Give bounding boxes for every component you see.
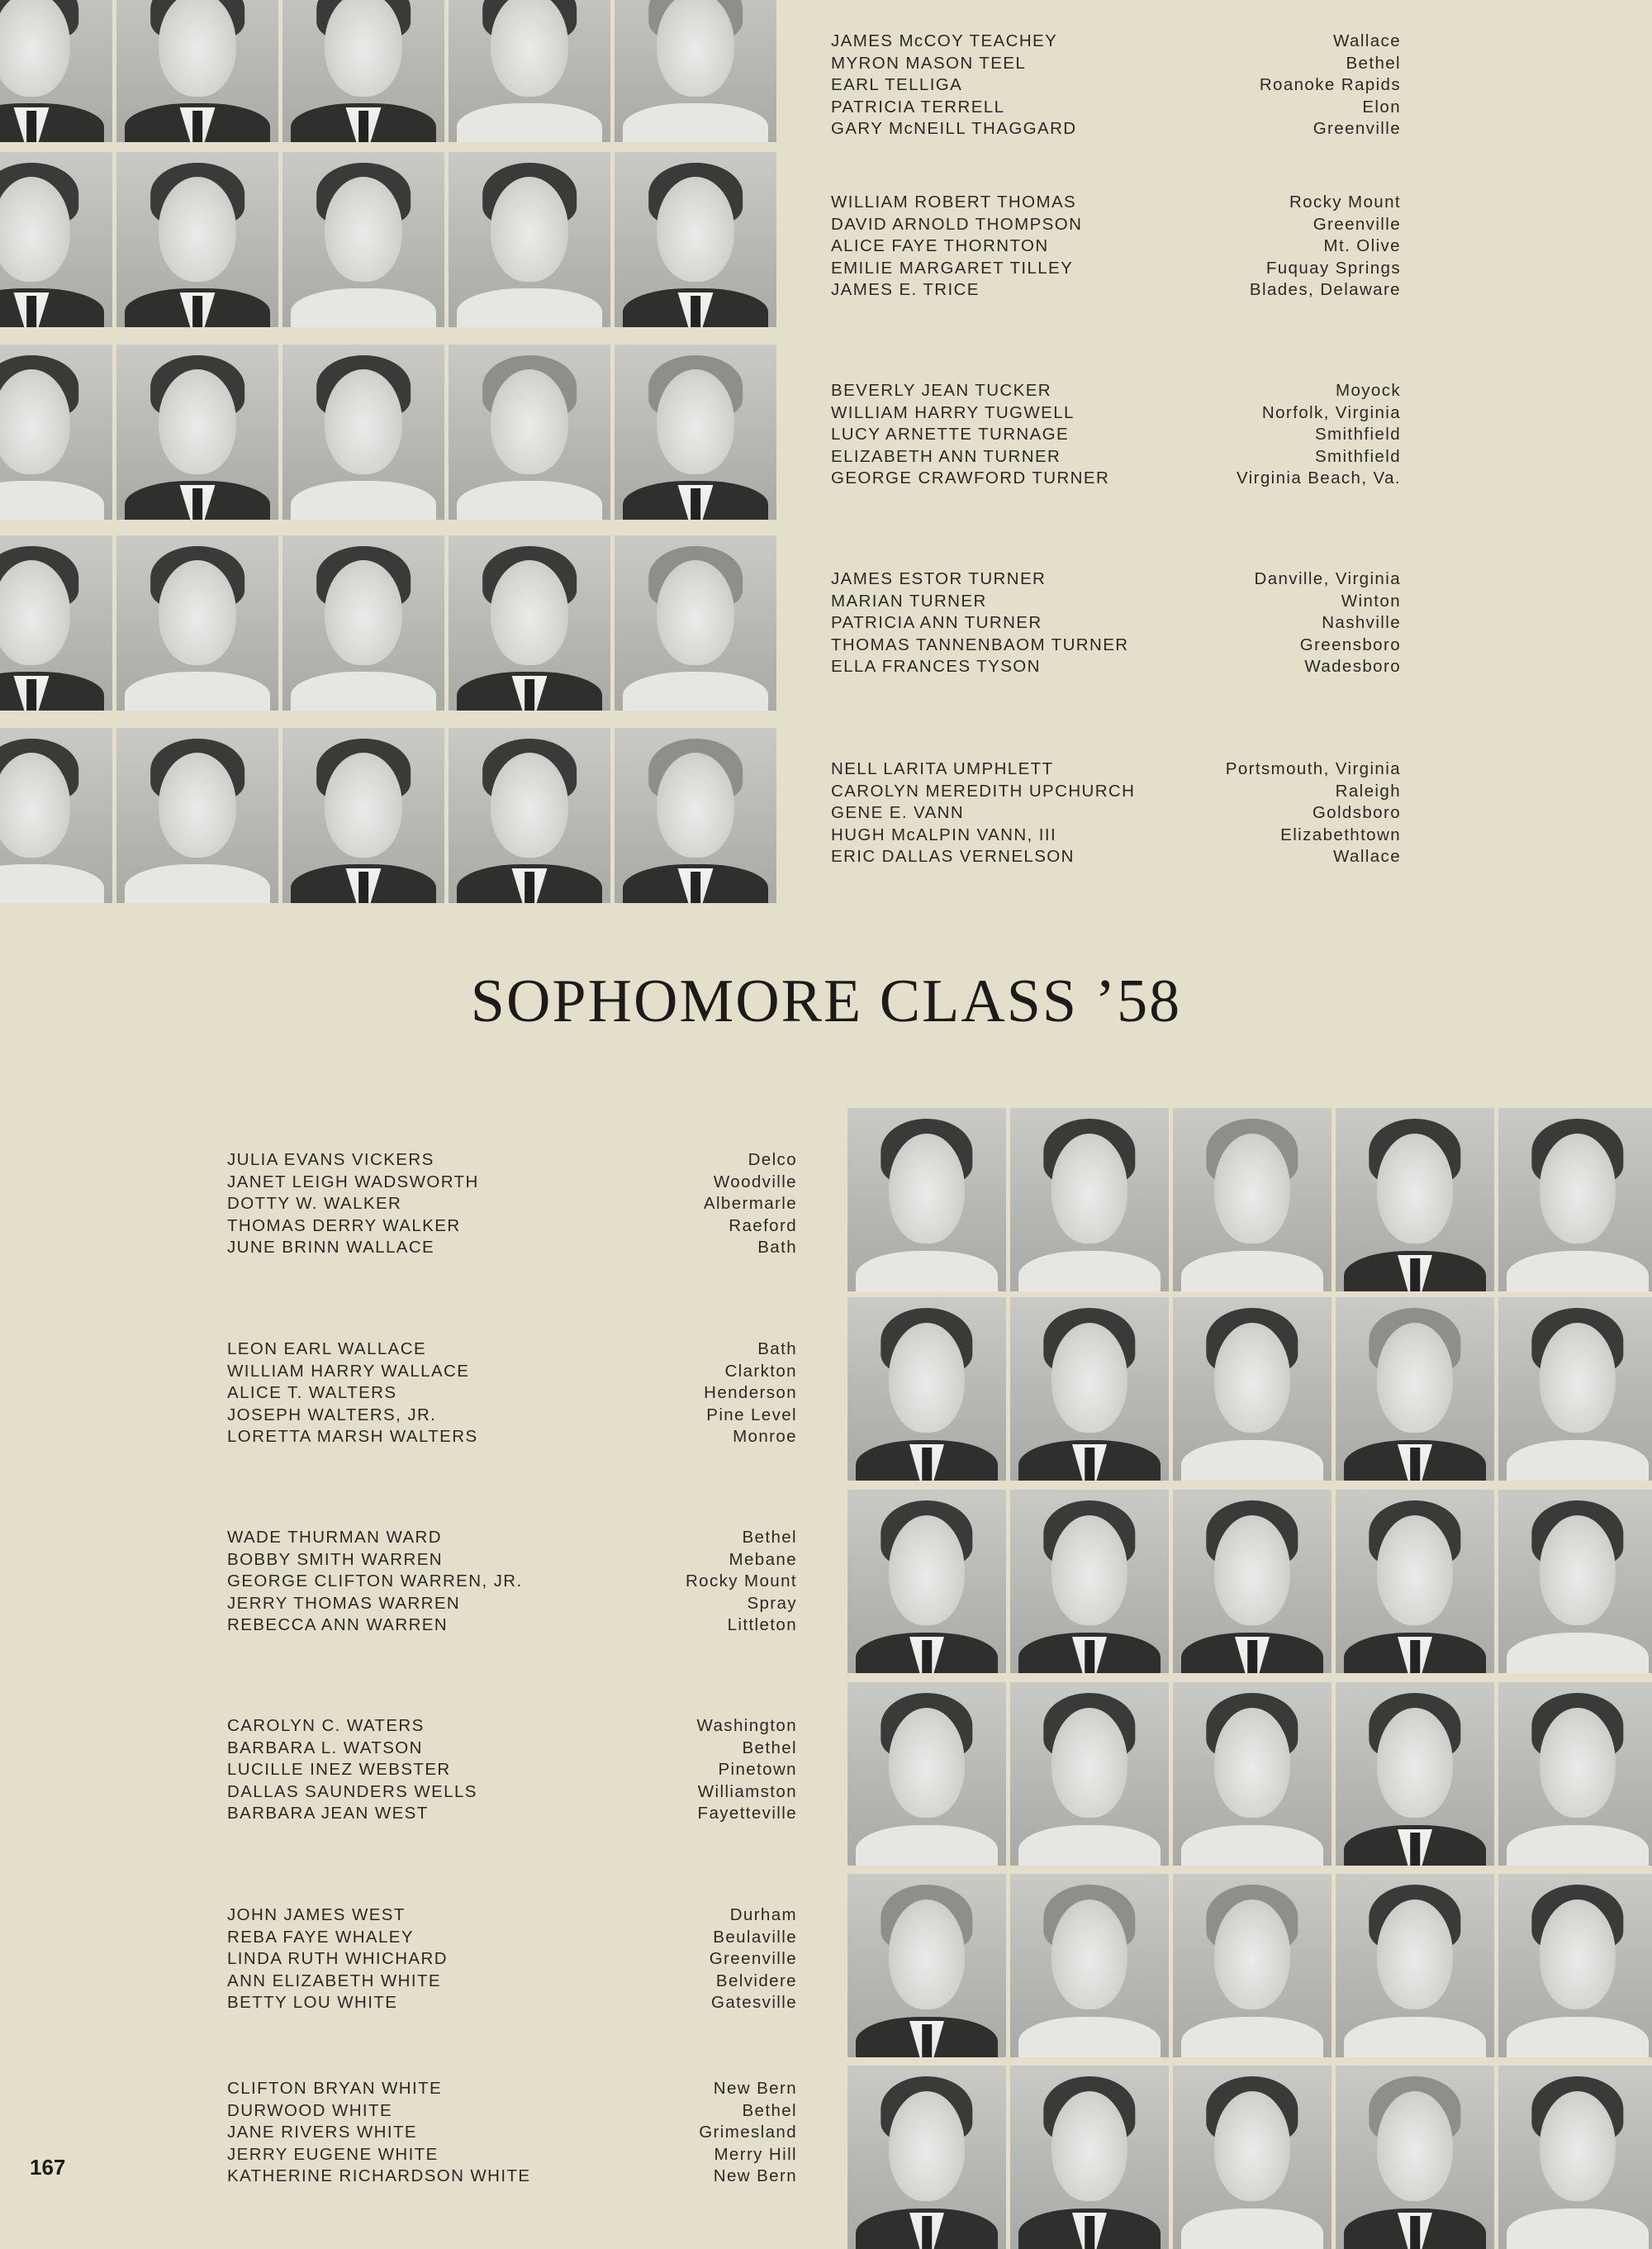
student-portrait [1498, 1108, 1652, 1291]
student-hometown: New Bern [713, 2166, 797, 2186]
student-hometown: Winton [1341, 591, 1401, 611]
student-entry [227, 1738, 797, 1760]
student-portrait [282, 535, 444, 711]
student-name: JUNE BRINN WALLACE [227, 1238, 435, 1258]
student-entry [227, 1803, 797, 1825]
student-hometown: Wallace [1333, 31, 1401, 50]
student-entry [227, 1338, 797, 1361]
student-hometown: Elizabethtown [1280, 825, 1401, 844]
student-entry [227, 1948, 797, 1971]
student-portrait [1173, 2066, 1332, 2249]
student-name: LUCILLE INEZ WEBSTER [227, 1760, 451, 1780]
student-hometown: New Bern [713, 2079, 797, 2098]
student-hometown: Pinetown [718, 1760, 797, 1780]
student-name: DALLAS SAUNDERS WELLS [227, 1781, 477, 1801]
student-entry [831, 74, 1401, 97]
student-entry [227, 1237, 797, 1259]
student-portrait [1336, 1297, 1494, 1481]
student-hometown: Fayetteville [697, 1804, 797, 1823]
student-name: REBA FAYE WHALEY [227, 1927, 414, 1947]
student-name: WILLIAM ROBERT THOMAS [831, 193, 1077, 212]
student-entry [227, 1781, 797, 1804]
student-hometown: Wallace [1333, 847, 1401, 867]
student-entry [227, 2100, 797, 2123]
student-entry [227, 1361, 797, 1383]
student-portrait [1173, 1490, 1332, 1673]
student-hometown: Smithfield [1314, 446, 1401, 466]
student-entry [227, 1405, 797, 1427]
student-name: BEVERLY JEAN TUCKER [831, 381, 1051, 400]
student-hometown: Bethel [742, 2100, 797, 2120]
student-name: DOTTY W. WALKER [227, 1194, 402, 1214]
student-entry [831, 118, 1401, 140]
student-hometown: Greenville [1313, 119, 1401, 139]
student-portrait [615, 345, 776, 520]
student-portrait [1010, 1108, 1169, 1291]
name-block [831, 758, 1401, 868]
student-entry [227, 1193, 797, 1215]
student-name: ELLA FRANCES TYSON [831, 657, 1041, 677]
student-entry [831, 468, 1401, 490]
student-entry [831, 235, 1401, 258]
student-entry [831, 846, 1401, 868]
student-portrait [1336, 1874, 1494, 2057]
student-portrait [1336, 1682, 1494, 1866]
student-hometown: Spray [747, 1593, 797, 1613]
student-entry [227, 1382, 797, 1405]
student-entry [227, 2144, 797, 2166]
name-block [227, 1527, 797, 1637]
student-hometown: Greenville [709, 1949, 797, 1969]
student-name: NELL LARITA UMPHLETT [831, 759, 1054, 778]
student-name: BARBARA JEAN WEST [227, 1804, 429, 1823]
student-name: ERIC DALLAS VERNELSON [831, 847, 1075, 867]
student-entry [831, 97, 1401, 119]
student-portrait [116, 535, 278, 711]
student-name: LINDA RUTH WHICHARD [227, 1949, 448, 1969]
student-name: LORETTA MARSH WALTERS [227, 1427, 478, 1447]
student-name: WILLIAM HARRY WALLACE [227, 1361, 470, 1381]
student-entry [831, 612, 1401, 635]
student-entry [227, 1571, 797, 1593]
name-block [227, 1338, 797, 1448]
student-name: JAMES ESTOR TURNER [831, 569, 1047, 588]
student-entry [831, 424, 1401, 446]
student-hometown: Wadesboro [1304, 657, 1401, 677]
student-name: JOHN JAMES WEST [227, 1905, 406, 1924]
name-block [227, 1904, 797, 2014]
student-entry [831, 258, 1401, 280]
student-hometown: Mebane [729, 1549, 797, 1569]
student-hometown: Henderson [704, 1383, 797, 1403]
student-portrait [847, 1490, 1006, 1673]
student-entry [831, 656, 1401, 678]
student-entry [831, 446, 1401, 468]
student-name: JULIA EVANS VICKERS [227, 1150, 434, 1169]
student-hometown: Fuquay Springs [1265, 258, 1401, 278]
student-name: THOMAS DERRY WALKER [227, 1215, 461, 1235]
student-name: JOSEPH WALTERS, JR. [227, 1405, 437, 1424]
student-name: CAROLYN MEREDITH UPCHURCH [831, 781, 1136, 801]
student-portrait [1173, 1108, 1332, 1291]
student-hometown: Monroe [733, 1427, 797, 1447]
student-name: PATRICIA TERRELL [831, 97, 1005, 116]
student-name: MARIAN TURNER [831, 591, 987, 611]
student-entry [227, 2122, 797, 2144]
student-name: GARY McNEILL THAGGARD [831, 119, 1077, 139]
student-name: THOMAS TANNENBAOM TURNER [831, 635, 1129, 654]
student-hometown: Mt. Olive [1323, 236, 1401, 256]
student-portrait [1498, 2066, 1652, 2249]
student-portrait [0, 152, 112, 327]
student-portrait [1173, 1682, 1332, 1866]
student-hometown: Norfolk, Virginia [1261, 402, 1401, 422]
name-block [227, 2078, 797, 2188]
student-hometown: Beulaville [713, 1927, 797, 1947]
student-portrait [1010, 1297, 1169, 1481]
student-portrait [1336, 2066, 1494, 2249]
student-name: WILLIAM HARRY TUGWELL [831, 402, 1075, 422]
student-portrait [449, 728, 610, 903]
student-portrait [449, 345, 610, 520]
student-portrait [449, 152, 610, 327]
student-name: JANE RIVERS WHITE [227, 2123, 417, 2142]
student-hometown: Rocky Mount [1289, 193, 1401, 212]
student-name: LEON EARL WALLACE [227, 1339, 427, 1358]
student-entry [227, 1149, 797, 1172]
student-portrait [1336, 1108, 1494, 1291]
student-entry [227, 1215, 797, 1238]
student-name: GEORGE CRAWFORD TURNER [831, 468, 1110, 488]
student-portrait [282, 152, 444, 327]
student-name: GENE E. VANN [831, 803, 965, 823]
name-block [831, 192, 1401, 302]
student-hometown: Durham [729, 1905, 797, 1924]
student-entry [227, 1992, 797, 2014]
student-name: DURWOOD WHITE [227, 2100, 393, 2120]
student-name: DAVID ARNOLD THOMPSON [831, 214, 1083, 234]
student-hometown: Merry Hill [714, 2144, 797, 2164]
student-portrait [449, 0, 610, 142]
student-entry [227, 1426, 797, 1448]
student-entry [831, 402, 1401, 425]
student-entry [227, 1971, 797, 1993]
student-portrait [0, 0, 112, 142]
student-portrait [1498, 1682, 1652, 1866]
student-hometown: Bath [757, 1339, 797, 1358]
student-entry [227, 1527, 797, 1549]
student-name: GEORGE CLIFTON WARREN, JR. [227, 1571, 523, 1591]
student-name: ALICE T. WALTERS [227, 1383, 397, 1403]
student-portrait [1010, 1490, 1169, 1673]
student-portrait [615, 728, 776, 903]
student-entry [227, 1927, 797, 1949]
student-portrait [615, 0, 776, 142]
student-portrait [1336, 1490, 1494, 1673]
student-name: REBECCA ANN WARREN [227, 1615, 449, 1635]
student-name: JAMES E. TRICE [831, 280, 980, 300]
student-hometown: Virginia Beach, Va. [1236, 468, 1401, 488]
student-portrait [282, 0, 444, 142]
student-name: JERRY THOMAS WARREN [227, 1593, 461, 1613]
student-entry [831, 802, 1401, 825]
student-portrait [1498, 1297, 1652, 1481]
student-hometown: Woodville [713, 1172, 797, 1191]
student-hometown: Goldsboro [1312, 803, 1401, 823]
student-name: LUCY ARNETTE TURNAGE [831, 425, 1070, 445]
student-portrait [615, 152, 776, 327]
student-hometown: Rocky Mount [685, 1571, 797, 1591]
student-hometown: Washington [696, 1716, 797, 1735]
student-name: JERRY EUGENE WHITE [227, 2144, 439, 2164]
student-portrait [1010, 2066, 1169, 2249]
student-hometown: Roanoke Rapids [1259, 75, 1401, 95]
student-hometown: Belvidere [715, 1971, 797, 1990]
student-hometown: Grimesland [699, 2123, 797, 2142]
student-entry [227, 2078, 797, 2100]
student-name: BETTY LOU WHITE [227, 1993, 398, 2013]
student-entry [227, 1715, 797, 1738]
student-entry [831, 31, 1401, 53]
student-entry [831, 214, 1401, 236]
student-portrait [847, 2066, 1006, 2249]
student-name: CLIFTON BRYAN WHITE [227, 2079, 443, 2098]
student-name: ELIZABETH ANN TURNER [831, 446, 1061, 466]
student-hometown: Bath [757, 1238, 797, 1258]
student-name: ANN ELIZABETH WHITE [227, 1971, 441, 1990]
student-entry [227, 1904, 797, 1927]
name-block [831, 31, 1401, 140]
name-block [831, 568, 1401, 678]
student-entry [831, 591, 1401, 613]
student-portrait [282, 728, 444, 903]
student-name: PATRICIA ANN TURNER [831, 613, 1042, 633]
student-portrait [0, 535, 112, 711]
student-entry [227, 1759, 797, 1781]
student-portrait [116, 0, 278, 142]
student-hometown: Bethel [742, 1528, 797, 1547]
student-hometown: Williamston [697, 1781, 797, 1801]
student-entry [831, 192, 1401, 214]
student-portrait [615, 535, 776, 711]
student-entry [831, 380, 1401, 402]
student-name: BOBBY SMITH WARREN [227, 1549, 443, 1569]
student-entry [831, 279, 1401, 302]
name-block [227, 1715, 797, 1825]
student-portrait [116, 728, 278, 903]
student-entry [831, 568, 1401, 591]
student-name: MYRON MASON TEEL [831, 53, 1027, 73]
student-portrait [0, 345, 112, 520]
student-entry [831, 781, 1401, 803]
page-number: 167 [30, 2155, 66, 2180]
student-hometown: Smithfield [1314, 425, 1401, 445]
student-hometown: Delco [748, 1150, 797, 1169]
student-portrait [116, 345, 278, 520]
student-entry [831, 758, 1401, 781]
student-hometown: Raleigh [1335, 781, 1401, 801]
student-portrait [847, 1108, 1006, 1291]
name-block [831, 380, 1401, 490]
student-entry [227, 1549, 797, 1571]
student-portrait [1010, 1682, 1169, 1866]
student-hometown: Greensboro [1299, 635, 1401, 654]
student-hometown: Greenville [1313, 214, 1401, 234]
student-hometown: Moyock [1335, 381, 1401, 400]
student-name: EARL TELLIGA [831, 75, 963, 95]
student-portrait [282, 345, 444, 520]
student-name: CAROLYN C. WATERS [227, 1716, 425, 1735]
student-hometown: Littleton [727, 1615, 797, 1635]
student-entry [227, 1172, 797, 1194]
name-block [227, 1149, 797, 1259]
student-name: JAMES McCOY TEACHEY [831, 31, 1058, 50]
student-entry [831, 53, 1401, 75]
student-portrait [1498, 1874, 1652, 2057]
student-entry [831, 635, 1401, 657]
student-hometown: Gatesville [710, 1993, 797, 2013]
student-name: BARBARA L. WATSON [227, 1738, 423, 1757]
student-hometown: Portsmouth, Virginia [1225, 759, 1401, 778]
student-portrait [847, 1297, 1006, 1481]
student-entry [831, 825, 1401, 847]
student-hometown: Raeford [729, 1215, 797, 1235]
student-portrait [1010, 1874, 1169, 2057]
student-hometown: Blades, Delaware [1249, 280, 1401, 300]
student-portrait [847, 1682, 1006, 1866]
page-title: SOPHOMORE CLASS ’58 [470, 968, 1182, 1035]
student-hometown: Elon [1362, 97, 1401, 116]
student-portrait [1498, 1490, 1652, 1673]
student-hometown: Danville, Virginia [1254, 569, 1401, 588]
student-name: ALICE FAYE THORNTON [831, 236, 1049, 256]
student-name: EMILIE MARGARET TILLEY [831, 258, 1074, 278]
student-hometown: Bethel [1346, 53, 1401, 73]
student-name: HUGH McALPIN VANN, III [831, 825, 1057, 844]
student-portrait [847, 1874, 1006, 2057]
student-entry [227, 1614, 797, 1637]
student-name: JANET LEIGH WADSWORTH [227, 1172, 479, 1191]
student-portrait [449, 535, 610, 711]
student-portrait [0, 728, 112, 903]
student-portrait [1173, 1874, 1332, 2057]
student-hometown: Nashville [1322, 613, 1401, 633]
student-name: WADE THURMAN WARD [227, 1528, 442, 1547]
student-entry [227, 2166, 797, 2188]
student-hometown: Pine Level [706, 1405, 797, 1424]
student-portrait [1173, 1297, 1332, 1481]
student-entry [227, 1593, 797, 1615]
student-hometown: Albermarle [703, 1194, 797, 1214]
student-name: KATHERINE RICHARDSON WHITE [227, 2166, 531, 2186]
student-hometown: Bethel [742, 1738, 797, 1757]
student-portrait [116, 152, 278, 327]
student-hometown: Clarkton [724, 1361, 797, 1381]
